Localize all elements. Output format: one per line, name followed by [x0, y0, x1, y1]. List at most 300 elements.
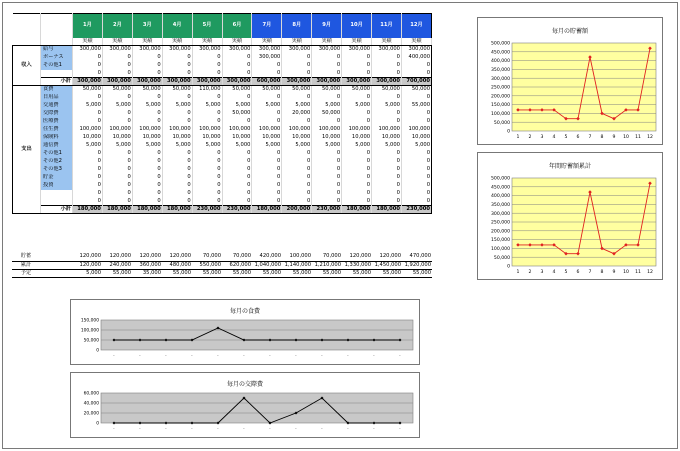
expense-value-cell[interactable]: 0	[162, 190, 192, 198]
expense-value-cell[interactable]: 50,000	[401, 86, 431, 94]
expense-value-cell[interactable]: 0	[282, 150, 312, 158]
month-header[interactable]: 12月	[401, 14, 431, 38]
expense-value-cell[interactable]: 0	[342, 110, 372, 118]
expense-value-cell[interactable]: 5,000	[222, 142, 252, 150]
income-value-cell[interactable]: 0	[312, 54, 342, 62]
summary-spacer[interactable]	[40, 269, 72, 277]
actual-label[interactable]: 実績	[372, 38, 402, 46]
expense-value-cell[interactable]: 10,000	[132, 134, 162, 142]
expense-value-cell[interactable]: 50,000	[282, 86, 312, 94]
expense-value-cell[interactable]: 0	[162, 182, 192, 190]
expense-value-cell[interactable]: 0	[372, 190, 402, 198]
income-value-cell[interactable]: 0	[372, 54, 402, 62]
expense-value-cell[interactable]: 5,000	[132, 102, 162, 110]
income-value-cell[interactable]: 0	[192, 54, 222, 62]
expense-value-cell[interactable]: 0	[282, 94, 312, 102]
income-value-cell[interactable]: 300,000	[252, 46, 282, 54]
expense-value-cell[interactable]: 5,000	[252, 142, 282, 150]
expense-value-cell[interactable]: 5,000	[162, 142, 192, 150]
expense-value-cell[interactable]: 100,000	[401, 126, 431, 134]
expense-value-cell[interactable]: 0	[312, 190, 342, 198]
expense-subtotal-cell[interactable]: 230,000	[401, 206, 431, 214]
summary-row-label[interactable]: 累計	[12, 261, 40, 269]
monthly-food-chart[interactable]	[70, 299, 420, 365]
monthly-savings-chart[interactable]	[477, 17, 663, 145]
expense-value-cell[interactable]: 0	[162, 158, 192, 166]
expense-value-cell[interactable]: 5,000	[372, 142, 402, 150]
expense-value-cell[interactable]: 5,000	[401, 142, 431, 150]
expense-value-cell[interactable]: 50,000	[312, 86, 342, 94]
income-category-label[interactable]: 収入	[13, 46, 41, 86]
summary-value-cell[interactable]: 360,000	[132, 261, 162, 269]
expense-value-cell[interactable]: 50,000	[132, 86, 162, 94]
summary-value-cell[interactable]: 1,450,000	[372, 261, 402, 269]
expense-value-cell[interactable]: 0	[132, 94, 162, 102]
summary-spacer[interactable]	[40, 253, 72, 261]
expense-value-cell[interactable]: 0	[252, 166, 282, 174]
expense-subtotal-cell[interactable]: 230,000	[192, 206, 222, 214]
expense-value-cell[interactable]: 5,000	[312, 142, 342, 150]
expense-value-cell[interactable]: 0	[401, 158, 431, 166]
income-value-cell[interactable]: 300,000	[102, 46, 132, 54]
expense-value-cell[interactable]: 0	[192, 150, 222, 158]
income-value-cell[interactable]: 300,000	[192, 46, 222, 54]
expense-value-cell[interactable]: 0	[132, 182, 162, 190]
expense-value-cell[interactable]: 0	[342, 190, 372, 198]
expense-value-cell[interactable]: 0	[312, 118, 342, 126]
expense-value-cell[interactable]: 0	[401, 94, 431, 102]
expense-value-cell[interactable]: 0	[372, 110, 402, 118]
expense-value-cell[interactable]: 0	[282, 118, 312, 126]
expense-value-cell[interactable]: 0	[73, 190, 103, 198]
expense-value-cell[interactable]: 0	[162, 110, 192, 118]
expense-value-cell[interactable]: 0	[132, 118, 162, 126]
expense-value-cell[interactable]: 0	[162, 118, 192, 126]
expense-value-cell[interactable]: 0	[222, 174, 252, 182]
corner-cell[interactable]	[13, 14, 41, 38]
expense-value-cell[interactable]: 0	[401, 182, 431, 190]
actual-label[interactable]: 実績	[342, 38, 372, 46]
summary-value-cell[interactable]: 480,000	[162, 261, 192, 269]
expense-value-cell[interactable]: 0	[282, 158, 312, 166]
summary-value-cell[interactable]: 1,330,000	[342, 261, 372, 269]
expense-value-cell[interactable]: 0	[192, 190, 222, 198]
income-value-cell[interactable]: 0	[162, 54, 192, 62]
summary-value-cell[interactable]: 550,000	[192, 261, 222, 269]
corner-cell[interactable]	[41, 14, 73, 38]
expense-value-cell[interactable]: 0	[73, 182, 103, 190]
expense-value-cell[interactable]: 0	[102, 174, 132, 182]
income-subtotal-cell[interactable]: 700,000	[401, 78, 431, 86]
summary-value-cell[interactable]: 120,000	[72, 253, 102, 261]
expense-value-cell[interactable]: 0	[132, 110, 162, 118]
expense-value-cell[interactable]: 0	[401, 166, 431, 174]
actual-label[interactable]: 実績	[102, 38, 132, 46]
summary-row-label[interactable]: 貯蓄	[12, 253, 40, 261]
income-value-cell[interactable]: 0	[132, 62, 162, 70]
expense-row-label[interactable]: 日用品	[41, 94, 73, 102]
expense-value-cell[interactable]: 0	[73, 158, 103, 166]
expense-value-cell[interactable]: 0	[342, 150, 372, 158]
expense-value-cell[interactable]: 0	[192, 118, 222, 126]
expense-value-cell[interactable]: 0	[162, 94, 192, 102]
expense-value-cell[interactable]: 0	[162, 150, 192, 158]
expense-value-cell[interactable]: 20,000	[282, 110, 312, 118]
expense-value-cell[interactable]: 0	[222, 94, 252, 102]
expense-value-cell[interactable]: 0	[312, 174, 342, 182]
expense-subtotal-cell[interactable]: 180,000	[102, 206, 132, 214]
expense-row-label[interactable]: 交際費	[41, 110, 73, 118]
summary-spacer[interactable]	[40, 261, 72, 269]
actual-label[interactable]: 実績	[132, 38, 162, 46]
expense-value-cell[interactable]: 0	[312, 150, 342, 158]
expense-subtotal-cell[interactable]: 180,000	[252, 206, 282, 214]
summary-value-cell[interactable]: 120,000	[372, 253, 402, 261]
expense-subtotal-cell[interactable]: 180,000	[73, 206, 103, 214]
expense-value-cell[interactable]: 0	[252, 118, 282, 126]
income-value-cell[interactable]: 0	[73, 54, 103, 62]
summary-value-cell[interactable]: 35,000	[132, 269, 162, 277]
income-value-cell[interactable]: 0	[222, 70, 252, 78]
summary-value-cell[interactable]: 70,000	[192, 253, 222, 261]
expense-value-cell[interactable]: 0	[372, 166, 402, 174]
expense-value-cell[interactable]: 0	[282, 174, 312, 182]
expense-value-cell[interactable]: 0	[102, 166, 132, 174]
actual-label[interactable]: 実績	[252, 38, 282, 46]
month-header[interactable]: 6月	[222, 14, 252, 38]
expense-value-cell[interactable]: 10,000	[312, 134, 342, 142]
expense-value-cell[interactable]: 0	[312, 166, 342, 174]
expense-row-label[interactable]: 住生費	[41, 126, 73, 134]
expense-value-cell[interactable]: 0	[162, 174, 192, 182]
expense-value-cell[interactable]: 5,000	[192, 142, 222, 150]
summary-value-cell[interactable]: 120,000	[162, 253, 192, 261]
expense-value-cell[interactable]: 0	[192, 158, 222, 166]
expense-value-cell[interactable]: 100,000	[73, 126, 103, 134]
expense-value-cell[interactable]: 0	[102, 182, 132, 190]
expense-value-cell[interactable]: 100,000	[372, 126, 402, 134]
income-value-cell[interactable]: 300,000	[372, 46, 402, 54]
summary-value-cell[interactable]: 5,000	[72, 269, 102, 277]
expense-value-cell[interactable]: 0	[372, 150, 402, 158]
summary-value-cell[interactable]: 55,000	[372, 269, 402, 277]
expense-value-cell[interactable]: 5,000	[342, 102, 372, 110]
expense-value-cell[interactable]: 0	[102, 118, 132, 126]
income-value-cell[interactable]: 0	[282, 54, 312, 62]
month-header[interactable]: 7月	[252, 14, 282, 38]
income-value-cell[interactable]: 0	[222, 62, 252, 70]
month-header[interactable]: 10月	[342, 14, 372, 38]
expense-value-cell[interactable]: 5,000	[132, 142, 162, 150]
income-subtotal-label[interactable]: 小計	[41, 78, 73, 86]
expense-value-cell[interactable]: 0	[73, 198, 103, 206]
actual-label[interactable]: 実績	[282, 38, 312, 46]
income-value-cell[interactable]: 0	[312, 62, 342, 70]
summary-value-cell[interactable]: 55,000	[102, 269, 132, 277]
income-value-cell[interactable]: 0	[102, 62, 132, 70]
expense-value-cell[interactable]: 0	[401, 198, 431, 206]
expense-subtotal-cell[interactable]: 180,000	[372, 206, 402, 214]
expense-value-cell[interactable]: 10,000	[282, 134, 312, 142]
income-row-label[interactable]: ボーナス	[41, 54, 73, 62]
expense-value-cell[interactable]: 0	[73, 110, 103, 118]
summary-value-cell[interactable]: 55,000	[252, 269, 282, 277]
income-subtotal-cell[interactable]: 300,000	[73, 78, 103, 86]
expense-value-cell[interactable]: 10,000	[222, 134, 252, 142]
month-header[interactable]: 9月	[312, 14, 342, 38]
expense-subtotal-cell[interactable]: 200,000	[282, 206, 312, 214]
month-header[interactable]: 11月	[372, 14, 402, 38]
summary-value-cell[interactable]: 70,000	[312, 253, 342, 261]
expense-value-cell[interactable]: 0	[162, 198, 192, 206]
expense-value-cell[interactable]: 0	[342, 118, 372, 126]
expense-value-cell[interactable]: 10,000	[192, 134, 222, 142]
summary-value-cell[interactable]: 100,000	[282, 253, 312, 261]
expense-value-cell[interactable]: 0	[252, 182, 282, 190]
income-subtotal-cell[interactable]: 300,000	[222, 78, 252, 86]
expense-value-cell[interactable]: 0	[102, 110, 132, 118]
expense-row-label[interactable]: 食費	[41, 86, 73, 94]
expense-subtotal-cell[interactable]: 180,000	[162, 206, 192, 214]
expense-value-cell[interactable]: 0	[73, 150, 103, 158]
expense-value-cell[interactable]: 0	[222, 118, 252, 126]
expense-value-cell[interactable]: 5,000	[102, 142, 132, 150]
expense-value-cell[interactable]: 100,000	[312, 126, 342, 134]
income-value-cell[interactable]: 0	[162, 70, 192, 78]
expense-value-cell[interactable]: 0	[312, 158, 342, 166]
expense-value-cell[interactable]: 0	[222, 166, 252, 174]
expense-row-label[interactable]: 貯金	[41, 174, 73, 182]
summary-value-cell[interactable]: 120,000	[72, 261, 102, 269]
expense-value-cell[interactable]: 55,000	[401, 102, 431, 110]
income-value-cell[interactable]: 300,000	[282, 46, 312, 54]
expense-row-label[interactable]: 医療費	[41, 118, 73, 126]
summary-value-cell[interactable]: 120,000	[132, 253, 162, 261]
expense-row-label[interactable]: その他3	[41, 166, 73, 174]
income-value-cell[interactable]: 0	[401, 62, 431, 70]
expense-value-cell[interactable]: 0	[342, 166, 372, 174]
expense-value-cell[interactable]: 0	[252, 110, 282, 118]
summary-value-cell[interactable]: 55,000	[282, 269, 312, 277]
expense-value-cell[interactable]: 0	[252, 190, 282, 198]
expense-value-cell[interactable]: 0	[192, 110, 222, 118]
corner-cell[interactable]	[41, 38, 73, 46]
summary-value-cell[interactable]: 55,000	[162, 269, 192, 277]
expense-value-cell[interactable]: 0	[102, 150, 132, 158]
income-value-cell[interactable]: 0	[192, 70, 222, 78]
expense-value-cell[interactable]: 0	[73, 94, 103, 102]
expense-value-cell[interactable]: 0	[312, 182, 342, 190]
income-value-cell[interactable]: 0	[342, 62, 372, 70]
income-value-cell[interactable]: 0	[102, 70, 132, 78]
expense-subtotal-cell[interactable]: 180,000	[342, 206, 372, 214]
income-value-cell[interactable]: 0	[102, 54, 132, 62]
income-subtotal-cell[interactable]: 600,000	[252, 78, 282, 86]
expense-value-cell[interactable]: 0	[342, 94, 372, 102]
expense-value-cell[interactable]: 0	[252, 174, 282, 182]
expense-value-cell[interactable]: 0	[192, 182, 222, 190]
expense-value-cell[interactable]: 0	[312, 94, 342, 102]
summary-value-cell[interactable]: 240,000	[102, 261, 132, 269]
income-value-cell[interactable]: 0	[192, 62, 222, 70]
income-value-cell[interactable]: 0	[252, 62, 282, 70]
actual-label[interactable]: 実績	[401, 38, 431, 46]
expense-value-cell[interactable]: 0	[401, 150, 431, 158]
expense-value-cell[interactable]: 0	[192, 174, 222, 182]
expense-value-cell[interactable]: 0	[192, 198, 222, 206]
expense-value-cell[interactable]: 0	[372, 94, 402, 102]
income-subtotal-cell[interactable]: 300,000	[102, 78, 132, 86]
month-header[interactable]: 8月	[282, 14, 312, 38]
income-value-cell[interactable]: 300,000	[401, 46, 431, 54]
expense-value-cell[interactable]: 100,000	[282, 126, 312, 134]
expense-value-cell[interactable]: 0	[222, 182, 252, 190]
expense-value-cell[interactable]: 0	[252, 198, 282, 206]
expense-value-cell[interactable]: 0	[73, 118, 103, 126]
expense-value-cell[interactable]: 0	[252, 94, 282, 102]
expense-value-cell[interactable]: 5,000	[282, 102, 312, 110]
expense-subtotal-cell[interactable]: 180,000	[132, 206, 162, 214]
expense-value-cell[interactable]: 50,000	[73, 86, 103, 94]
summary-value-cell[interactable]: 70,000	[222, 253, 252, 261]
expense-value-cell[interactable]: 0	[73, 174, 103, 182]
expense-value-cell[interactable]: 10,000	[73, 134, 103, 142]
expense-value-cell[interactable]: 0	[192, 166, 222, 174]
income-value-cell[interactable]: 0	[312, 70, 342, 78]
income-value-cell[interactable]: 300,000	[222, 46, 252, 54]
expense-value-cell[interactable]: 5,000	[372, 102, 402, 110]
income-value-cell[interactable]: 400,000	[401, 54, 431, 62]
expense-subtotal-label[interactable]: 小計	[41, 206, 73, 214]
expense-value-cell[interactable]: 5,000	[192, 102, 222, 110]
summary-value-cell[interactable]: 55,000	[402, 269, 432, 277]
income-value-cell[interactable]: 0	[372, 70, 402, 78]
summary-value-cell[interactable]: 1,040,000	[252, 261, 282, 269]
summary-value-cell[interactable]: 1,920,000	[402, 261, 432, 269]
monthly-social-chart[interactable]	[70, 372, 420, 438]
expense-value-cell[interactable]: 0	[73, 166, 103, 174]
income-value-cell[interactable]: 0	[372, 62, 402, 70]
expense-value-cell[interactable]: 50,000	[252, 86, 282, 94]
expense-row-label[interactable]: その他1	[41, 150, 73, 158]
expense-value-cell[interactable]: 100,000	[222, 126, 252, 134]
income-value-cell[interactable]: 300,000	[73, 46, 103, 54]
income-value-cell[interactable]: 0	[342, 70, 372, 78]
income-value-cell[interactable]: 0	[401, 70, 431, 78]
expense-value-cell[interactable]: 0	[372, 198, 402, 206]
actual-label[interactable]: 実績	[312, 38, 342, 46]
expense-value-cell[interactable]: 0	[102, 198, 132, 206]
expense-value-cell[interactable]: 0	[342, 174, 372, 182]
month-header[interactable]: 5月	[192, 14, 222, 38]
expense-value-cell[interactable]: 0	[372, 182, 402, 190]
income-value-cell[interactable]: 0	[222, 54, 252, 62]
actual-label[interactable]: 実績	[222, 38, 252, 46]
expense-value-cell[interactable]: 0	[282, 190, 312, 198]
expense-value-cell[interactable]: 0	[192, 94, 222, 102]
expense-value-cell[interactable]: 10,000	[372, 134, 402, 142]
income-subtotal-cell[interactable]: 300,000	[192, 78, 222, 86]
expense-subtotal-cell[interactable]: 230,000	[312, 206, 342, 214]
actual-label[interactable]: 実績	[192, 38, 222, 46]
expense-value-cell[interactable]: 5,000	[73, 142, 103, 150]
expense-value-cell[interactable]: 110,000	[192, 86, 222, 94]
cumulative-savings-chart[interactable]	[477, 152, 663, 280]
expense-value-cell[interactable]: 0	[401, 118, 431, 126]
expense-value-cell[interactable]: 10,000	[342, 134, 372, 142]
income-value-cell[interactable]: 300,000	[342, 46, 372, 54]
expense-value-cell[interactable]: 50,000	[312, 110, 342, 118]
expense-subtotal-cell[interactable]: 230,000	[222, 206, 252, 214]
income-value-cell[interactable]: 0	[73, 70, 103, 78]
income-value-cell[interactable]: 0	[132, 54, 162, 62]
expense-value-cell[interactable]: 0	[132, 190, 162, 198]
income-subtotal-cell[interactable]: 300,000	[312, 78, 342, 86]
expense-value-cell[interactable]: 0	[282, 198, 312, 206]
income-value-cell[interactable]: 300,000	[162, 46, 192, 54]
expense-row-label[interactable]: その他2	[41, 158, 73, 166]
expense-value-cell[interactable]: 0	[132, 166, 162, 174]
expense-value-cell[interactable]: 50,000	[222, 110, 252, 118]
expense-value-cell[interactable]: 5,000	[222, 102, 252, 110]
month-header[interactable]: 1月	[73, 14, 103, 38]
expense-value-cell[interactable]: 5,000	[252, 102, 282, 110]
expense-value-cell[interactable]: 5,000	[73, 102, 103, 110]
expense-value-cell[interactable]: 0	[372, 118, 402, 126]
summary-value-cell[interactable]: 1,140,000	[282, 261, 312, 269]
expense-value-cell[interactable]: 0	[132, 174, 162, 182]
expense-value-cell[interactable]: 5,000	[342, 142, 372, 150]
expense-category-label[interactable]: 支出	[13, 86, 41, 214]
expense-value-cell[interactable]: 100,000	[342, 126, 372, 134]
expense-row-label[interactable]: 投資	[41, 182, 73, 190]
income-row-label[interactable]	[41, 70, 73, 78]
summary-value-cell[interactable]: 1,210,000	[312, 261, 342, 269]
expense-value-cell[interactable]: 5,000	[312, 102, 342, 110]
actual-label[interactable]: 実績	[73, 38, 103, 46]
expense-value-cell[interactable]: 0	[132, 150, 162, 158]
actual-label[interactable]: 実績	[162, 38, 192, 46]
summary-value-cell[interactable]: 55,000	[312, 269, 342, 277]
expense-value-cell[interactable]: 0	[401, 174, 431, 182]
income-subtotal-cell[interactable]: 300,000	[162, 78, 192, 86]
expense-value-cell[interactable]: 0	[162, 166, 192, 174]
expense-value-cell[interactable]: 0	[372, 158, 402, 166]
expense-value-cell[interactable]: 0	[102, 158, 132, 166]
expense-value-cell[interactable]: 0	[132, 158, 162, 166]
expense-value-cell[interactable]: 0	[222, 150, 252, 158]
expense-value-cell[interactable]: 0	[132, 198, 162, 206]
expense-value-cell[interactable]: 50,000	[372, 86, 402, 94]
summary-value-cell[interactable]: 55,000	[192, 269, 222, 277]
income-subtotal-cell[interactable]: 300,000	[282, 78, 312, 86]
expense-value-cell[interactable]: 50,000	[162, 86, 192, 94]
expense-row-label[interactable]: 交通費	[41, 102, 73, 110]
expense-value-cell[interactable]: 50,000	[222, 86, 252, 94]
expense-value-cell[interactable]: 0	[342, 182, 372, 190]
expense-value-cell[interactable]: 5,000	[102, 102, 132, 110]
summary-value-cell[interactable]: 120,000	[102, 253, 132, 261]
expense-value-cell[interactable]: 10,000	[401, 134, 431, 142]
summary-row-label[interactable]: 予定	[12, 269, 40, 277]
expense-value-cell[interactable]: 10,000	[252, 134, 282, 142]
expense-value-cell[interactable]: 0	[102, 94, 132, 102]
income-value-cell[interactable]: 300,000	[132, 46, 162, 54]
income-subtotal-cell[interactable]: 300,000	[132, 78, 162, 86]
income-value-cell[interactable]: 0	[342, 54, 372, 62]
summary-value-cell[interactable]: 55,000	[342, 269, 372, 277]
expense-row-label[interactable]	[41, 190, 73, 198]
